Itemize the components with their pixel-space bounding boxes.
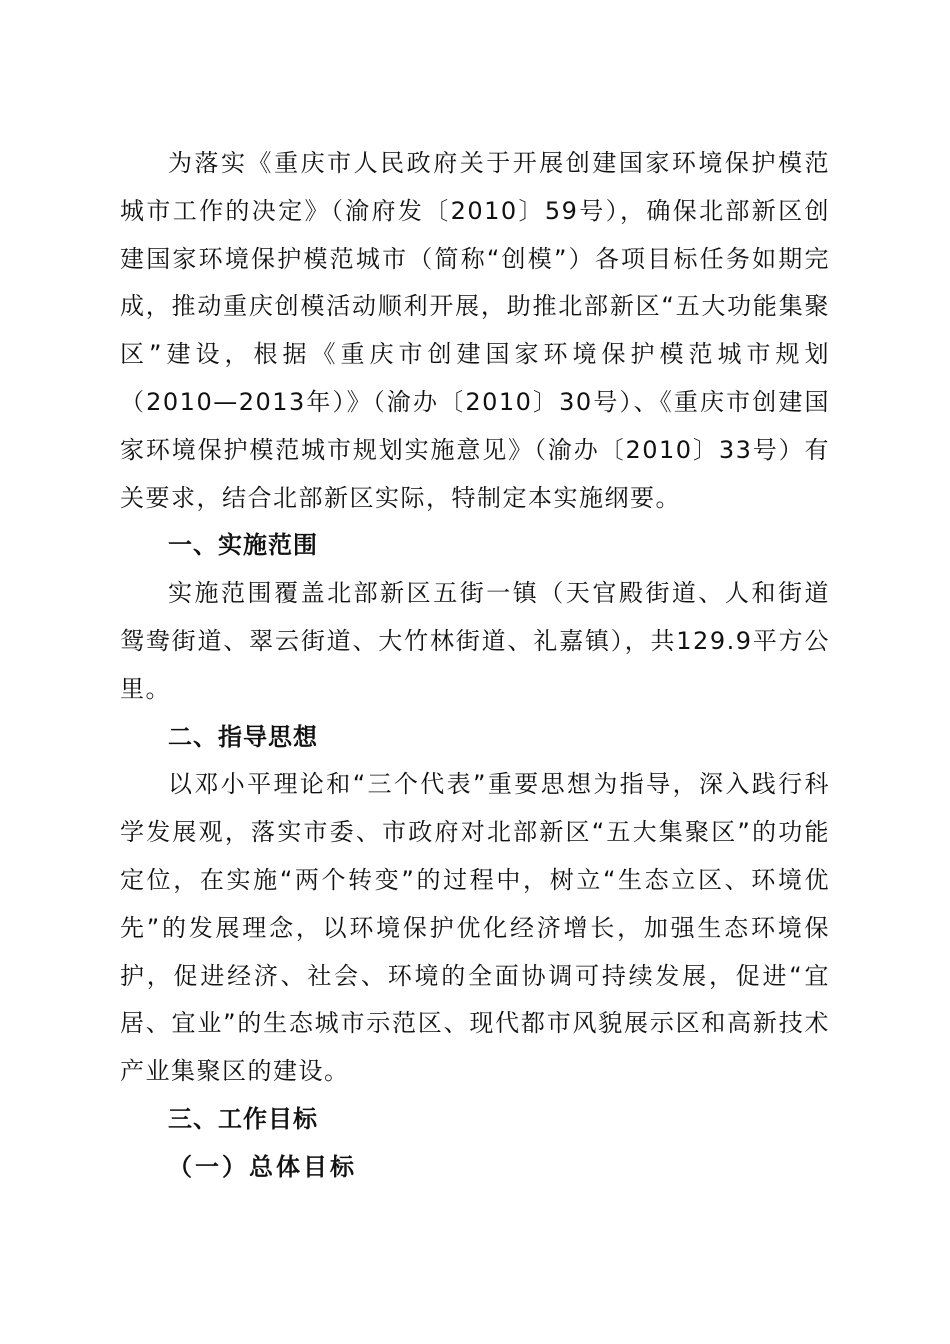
subheading-overall-goals: （一）总体目标	[168, 1152, 357, 1181]
scope-paragraph: 实施范围覆盖北部新区五街一镇（天官殿街道、人和街道鸳鸯街道、翠云街道、大竹林街道、礼嘉镇），共129.9平方公里。	[120, 579, 830, 703]
section-heading-work-goals: 三、工作目标	[168, 1104, 318, 1133]
section-heading-guiding-ideology: 二、指导思想	[168, 722, 318, 751]
guiding-ideology-paragraph: 以邓小平理论和“三个代表”重要思想为指导，深入践行科学发展观，落实市委、市政府对北部新区“五大集聚区”的功能定位，在实施“两个转变”的过程中，树立“生态立区、环境优先”的发展理念，以环境保护优化经济增长，加强生态环境保护，促进经济、社会、环境的全面协调可持续发展，促进“宜居、宜业”的生态城市示范区、现代都市风貌展示区和高新技术产业集聚区的建设。	[120, 770, 830, 1086]
section-heading-scope: 一、实施范围	[168, 531, 318, 560]
document-page	[120, 140, 830, 1192]
intro-paragraph: 为落实《重庆市人民政府关于开展创建国家环境保护模范城市工作的决定》（渝府发〔2010〕59号），确保北部新区创建国家环境保护模范城市（简称“创模”）各项目标任务如期完成，推动重庆创模活动顺利开展，助推北部新区“五大功能集聚区”建设，根据《重庆市创建国家环境保护模范城市规划（2010—2013年）》（渝办〔2010〕30号）、《重庆市创建国家环境保护模范城市规划实施意见》（渝办〔2010〕33号）有关要求，结合北部新区实际，特制定本实施纲要。	[120, 149, 830, 512]
